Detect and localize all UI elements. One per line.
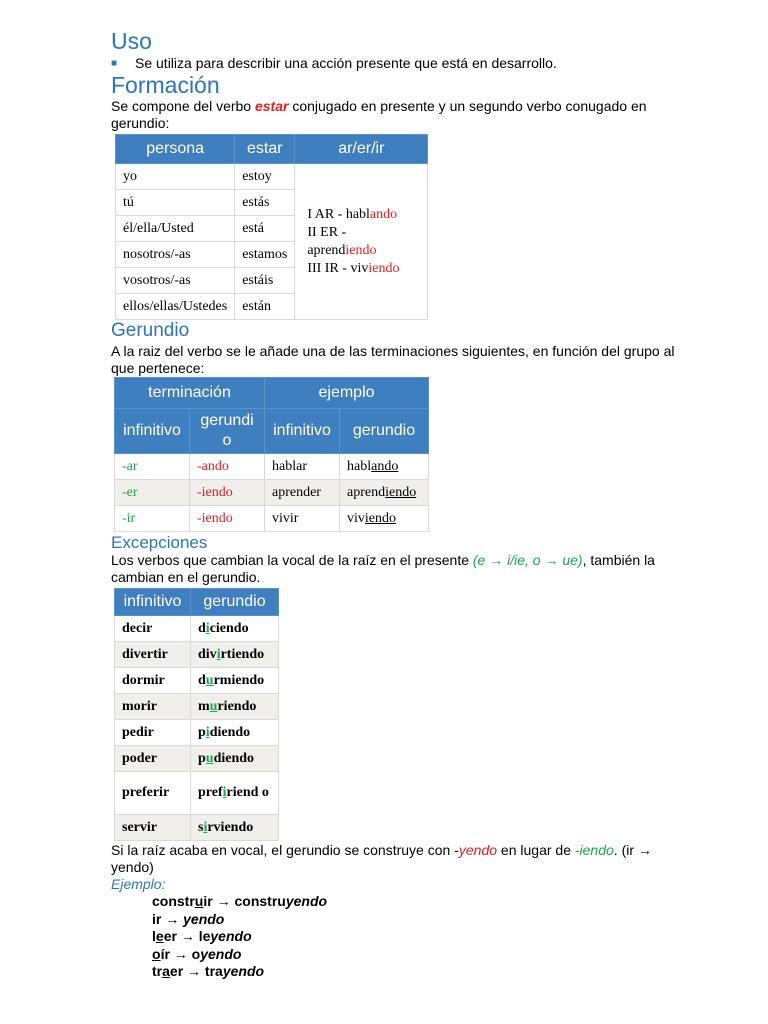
- exceptions-table: [114, 588, 279, 841]
- ending-gerund: -iendo: [190, 506, 265, 532]
- verb-estar: estar: [254, 98, 289, 114]
- ending-gerund: -iendo: [190, 480, 265, 506]
- sub-header-infinitivo: infinitivo: [265, 409, 340, 454]
- endings-summary-cell: I AR - hablando II ER - aprendiendo III IR - viviendo: [295, 164, 428, 320]
- ending-infinitive: -ar: [115, 454, 190, 480]
- exception-gerund: sirviendo: [191, 815, 279, 841]
- exception-gerund: pidiendo: [191, 720, 279, 746]
- group-header-terminacion: terminación: [115, 378, 265, 409]
- ending-infinitive: -ir: [115, 506, 190, 532]
- ending-gerund: -ando: [190, 454, 265, 480]
- example-line: leer → leyendo: [152, 928, 252, 944]
- example-line: oír → oyendo: [152, 945, 242, 962]
- sub-header-gerundio: gerundio: [340, 409, 429, 454]
- exception-infinitive: poder: [115, 746, 191, 772]
- vowel-change-rule: (e → i/ie, o → ue): [472, 552, 583, 568]
- cell-persona: yo: [116, 164, 235, 190]
- section-title-formacion: Formación: [111, 72, 220, 98]
- exception-infinitive: decir: [115, 616, 191, 642]
- bullet-item: [111, 55, 701, 72]
- example-line: traer → trayendo: [152, 963, 265, 979]
- square-bullet-icon: ■: [111, 58, 118, 69]
- exception-gerund: muriendo: [191, 694, 279, 720]
- ejemplo-label: Ejemplo:: [111, 876, 166, 892]
- section-title-gerundio: Gerundio: [111, 320, 190, 341]
- exception-infinitive: preferir: [115, 772, 191, 815]
- endings-table: [114, 377, 429, 532]
- col-header-estar: estar: [235, 135, 295, 164]
- cell-persona: tú: [116, 190, 235, 216]
- col-header-persona: persona: [116, 135, 235, 164]
- example-gerund: hablando: [340, 454, 429, 480]
- col-header-gerundio: gerundio: [191, 589, 279, 616]
- sub-header-infinitivo: infinitivo: [115, 409, 190, 454]
- exception-infinitive: dormir: [115, 668, 191, 694]
- cell-estar: estoy: [235, 164, 295, 190]
- example-infinitive: vivir: [265, 506, 340, 532]
- example-gerund: viviendo: [340, 506, 429, 532]
- col-header-infinitivo: infinitivo: [115, 589, 191, 616]
- exception-gerund: pudiendo: [191, 746, 279, 772]
- section-title-excepciones: Excepciones: [111, 533, 208, 552]
- cell-estar: estamos: [235, 242, 295, 268]
- exception-gerund: diciendo: [191, 616, 279, 642]
- cell-estar: estáis: [235, 268, 295, 294]
- cell-estar: está: [235, 216, 295, 242]
- example-infinitive: aprender: [265, 480, 340, 506]
- cell-persona: nosotros/-as: [116, 242, 235, 268]
- excepciones-paragraph: Los verbos que cambian la vocal de la raíz en el presente (e → i/ie, o → ue), también la cambian en el gerundio.: [111, 552, 655, 585]
- example-infinitive: hablar: [265, 454, 340, 480]
- cell-estar: están: [235, 294, 295, 320]
- document-page: [111, 28, 701, 981]
- ending-infinitive: -er: [115, 480, 190, 506]
- exception-infinitive: divertir: [115, 642, 191, 668]
- section-title-uso: Uso: [111, 28, 152, 54]
- exception-infinitive: servir: [115, 815, 191, 841]
- exception-gerund: divirtiendo: [191, 642, 279, 668]
- exception-infinitive: pedir: [115, 720, 191, 746]
- cell-persona: vosotros/-as: [116, 268, 235, 294]
- cell-persona: ellos/ellas/Ustedes: [116, 294, 235, 320]
- examples-list: [152, 893, 701, 981]
- example-gerund: aprendiendo: [340, 480, 429, 506]
- vowel-root-paragraph: Si la raíz acaba en vocal, el gerundio se construye con -yendo en lugar de -iendo. (ir → yendo): [111, 842, 652, 875]
- cell-estar: estás: [235, 190, 295, 216]
- formacion-paragraph: Se compone del verbo estar conjugado en presente y un segundo verbo conugado en gerundio:: [111, 98, 647, 131]
- exception-infinitive: morir: [115, 694, 191, 720]
- gerundio-paragraph: A la raiz del verbo se le añade una de las terminaciones siguientes, en función del grupo al que pertenece:: [111, 343, 675, 376]
- cell-persona: él/ella/Usted: [116, 216, 235, 242]
- example-line: ir → yendo: [152, 910, 225, 927]
- example-line: construir → construyendo: [152, 893, 328, 909]
- exception-gerund: durmiendo: [191, 668, 279, 694]
- exception-gerund: prefiriend o: [191, 772, 279, 815]
- conjugation-table: [115, 134, 428, 320]
- group-header-ejemplo: ejemplo: [265, 378, 429, 409]
- bullet-text: Se utiliza para describir una acción presente que está en desarrollo.: [135, 55, 557, 71]
- sub-header-gerundio: gerundi o: [190, 409, 265, 454]
- col-header-endings: ar/er/ir: [295, 135, 428, 164]
